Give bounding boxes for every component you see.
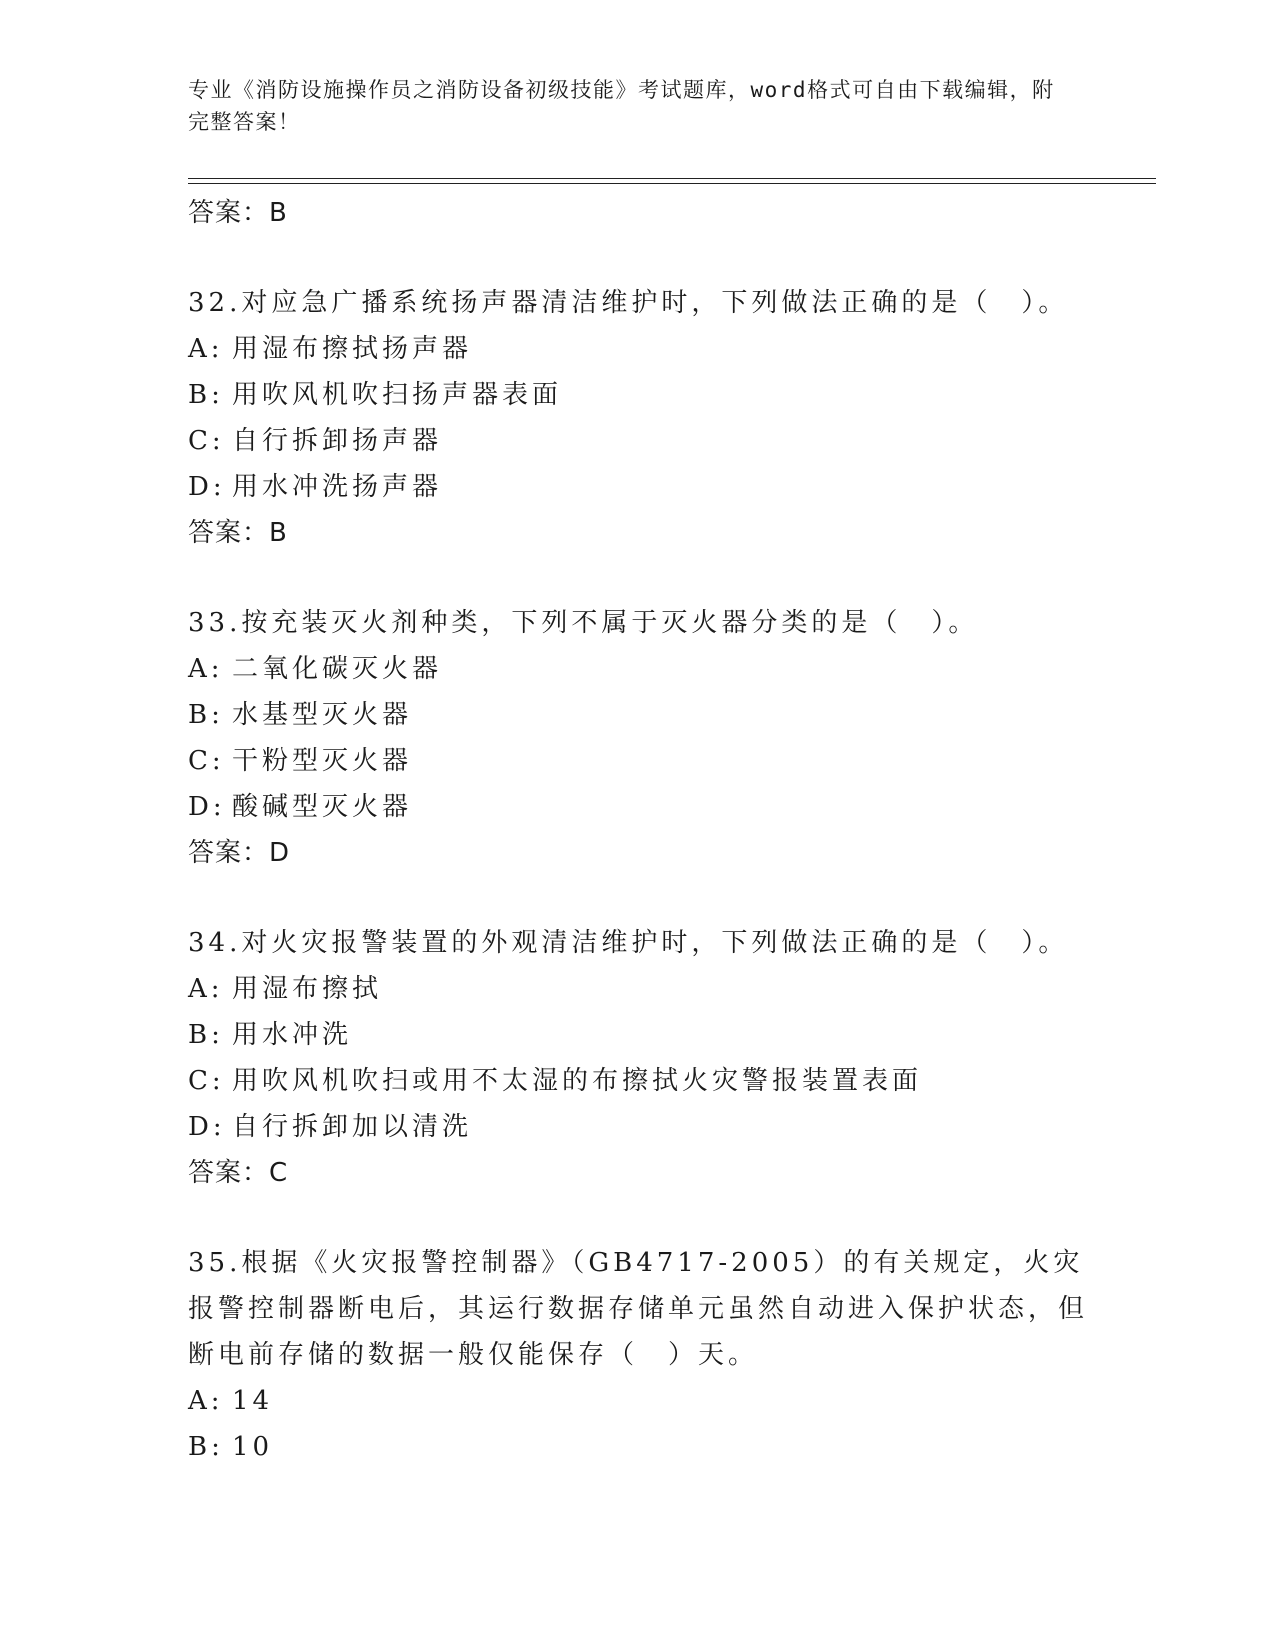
answer-line xyxy=(188,830,1088,876)
header-divider-top xyxy=(188,178,1156,179)
option-a xyxy=(188,966,1088,1012)
question-item xyxy=(188,600,1088,876)
option-key: B: xyxy=(188,1432,224,1462)
option-text: 酸碱型灭火器 xyxy=(232,792,413,822)
answer-line xyxy=(188,1150,1088,1196)
option-text: 二氧化碳灭火器 xyxy=(232,654,443,684)
option-b xyxy=(188,692,1088,738)
option-text: 用水冲洗 xyxy=(232,1020,353,1050)
option-key: C: xyxy=(188,1066,225,1096)
option-key: B: xyxy=(188,700,224,730)
header-text: 专业《消防设施操作员之消防设备初级技能》考试题库，word格式可自由下载编辑，附完整答案！ xyxy=(188,78,1055,134)
option-d xyxy=(188,464,1088,510)
question-list xyxy=(188,190,1088,1470)
answer-value: C xyxy=(269,1158,289,1188)
option-text: 干粉型灭火器 xyxy=(232,746,413,776)
option-a xyxy=(188,646,1088,692)
option-key: D: xyxy=(188,472,226,502)
option-key: A: xyxy=(188,654,224,684)
question-text: 32.对应急广播系统扬声器清洁维护时，下列做法正确的是（ ）。 xyxy=(188,288,1069,318)
answer-label: 答案： xyxy=(188,1158,270,1188)
option-text: 用吹风机吹扫扬声器表面 xyxy=(232,380,563,410)
option-text: 用湿布擦拭 xyxy=(232,974,383,1004)
option-c xyxy=(188,1058,1088,1104)
option-b xyxy=(188,372,1088,418)
question-item xyxy=(188,280,1088,556)
question-text: 33.按充装灭火剂种类，下列不属于灭火器分类的是（ ）。 xyxy=(188,608,979,638)
option-key: C: xyxy=(188,746,225,776)
question-item xyxy=(188,920,1088,1196)
option-text: 14 xyxy=(232,1386,274,1416)
answer-value: B xyxy=(269,518,288,548)
answer-label: 答案： xyxy=(188,518,270,548)
option-b xyxy=(188,1012,1088,1058)
answer-label: 答案： xyxy=(188,838,270,868)
option-text: 自行拆卸扬声器 xyxy=(232,426,443,456)
option-key: A: xyxy=(188,974,224,1004)
option-text: 用水冲洗扬声器 xyxy=(232,472,443,502)
option-c xyxy=(188,418,1088,464)
answer-value: D xyxy=(269,838,291,868)
option-d xyxy=(188,784,1088,830)
header-divider-bottom xyxy=(188,183,1156,184)
question-item xyxy=(188,1240,1088,1470)
answer-value: B xyxy=(269,198,288,228)
option-text: 用湿布擦拭扬声器 xyxy=(232,334,473,364)
option-key: D: xyxy=(188,792,226,822)
answer-label: 答案： xyxy=(188,198,270,228)
answer-line xyxy=(188,510,1088,556)
option-key: B: xyxy=(188,380,224,410)
option-key: A: xyxy=(188,1386,224,1416)
option-text: 用吹风机吹扫或用不太湿的布擦拭火灾警报装置表面 xyxy=(232,1066,923,1096)
option-text: 10 xyxy=(232,1432,274,1462)
option-a xyxy=(188,1378,1088,1424)
option-a xyxy=(188,326,1088,372)
question-text: 34.对火灾报警装置的外观清洁维护时，下列做法正确的是（ ）。 xyxy=(188,928,1069,958)
option-b xyxy=(188,1424,1088,1470)
option-text: 水基型灭火器 xyxy=(232,700,413,730)
option-text: 自行拆卸加以清洗 xyxy=(232,1112,473,1142)
option-key: C: xyxy=(188,426,225,456)
answer-line xyxy=(188,190,1088,236)
option-key: D: xyxy=(188,1112,226,1142)
option-key: A: xyxy=(188,334,224,364)
option-key: B: xyxy=(188,1020,224,1050)
option-d xyxy=(188,1104,1088,1150)
question-text: 35.根据《火灾报警控制器》（GB4717-2005）的有关规定，火灾报警控制器断电后，其运行数据存储单元虽然自动进入保护状态，但断电前存储的数据一般仅能保存（ ）天。 xyxy=(188,1248,1089,1370)
option-c xyxy=(188,738,1088,784)
document-header xyxy=(188,74,1068,138)
